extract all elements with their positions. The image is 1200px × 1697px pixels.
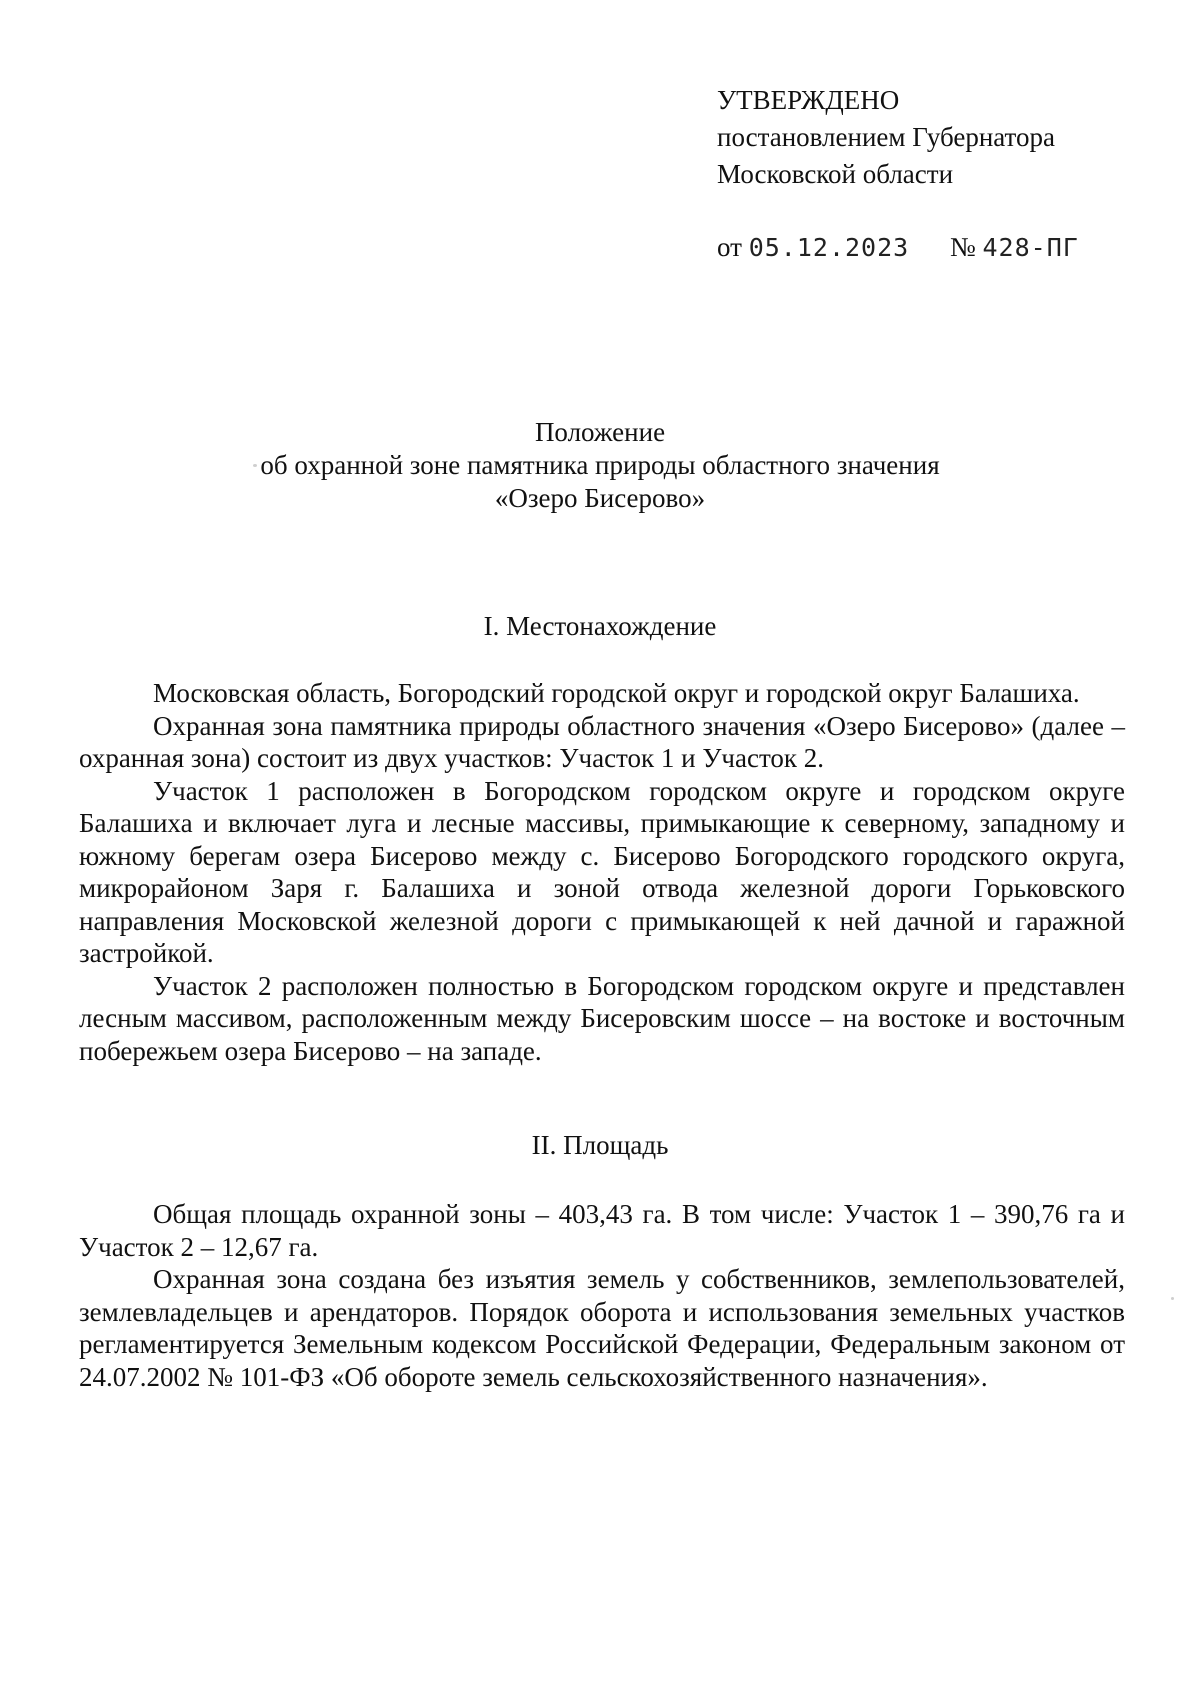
scan-speck bbox=[253, 464, 257, 467]
paragraph: Московская область, Богородский городской округ и городской округ Балашиха. bbox=[153, 678, 1080, 708]
title-line-3: «Озеро Бисерово» bbox=[494, 483, 706, 513]
number-sign: № bbox=[949, 232, 976, 262]
section-1-body bbox=[79, 677, 1125, 1067]
registration-line bbox=[717, 229, 1079, 266]
approval-line-1: постановлением Губернатора bbox=[717, 122, 1055, 152]
registration-number: 428-ПГ bbox=[982, 233, 1079, 262]
section-2-heading: II. Площадь bbox=[531, 1130, 669, 1160]
scan-speck bbox=[1171, 1297, 1174, 1300]
paragraph: Участок 1 расположен в Богородском городском округе и городском округе Балашиха и включает луга и лесные массивы, примыкающие к северному, западному и южному берегам озера Бисерово между с. Бисерово Богородского городского округа, микрорайоном Заря г. Балашиха и зоной отвода железной дороги Горьковского направления Московской железной дороги с примыкающей к ней дачной и гаражной застройкой. bbox=[79, 775, 1125, 968]
approval-heading: УТВЕРЖДЕНО bbox=[717, 85, 900, 115]
paragraph: Охранная зона памятника природы областного значения «Озеро Бисерово» (далее – охранная зона) состоит из двух участков: Участок 1 и Участок 2. bbox=[79, 710, 1125, 773]
section-2-body bbox=[79, 1198, 1125, 1393]
date-prefix: от bbox=[717, 232, 742, 262]
paragraph: Общая площадь охранной зоны – 403,43 га. В том числе: Участок 1 – 390,76 га и Участок 2 – 12,67 га. bbox=[79, 1199, 1125, 1262]
section-1-heading: I. Местонахождение bbox=[483, 611, 717, 641]
approval-line-2: Московской области bbox=[717, 159, 954, 189]
document-title bbox=[0, 416, 1200, 515]
paragraph: Участок 2 расположен полностью в Богородском городском округе и представлен лесным массивом, расположенным между Бисеровским шоссе – на востоке и восточным побережьем озера Бисерово – на западе. bbox=[79, 970, 1125, 1066]
title-line-1: Положение bbox=[534, 417, 666, 447]
registration-date: 05.12.2023 bbox=[748, 233, 910, 262]
title-line-2: об охранной зоне памятника природы областного значения bbox=[260, 450, 940, 480]
paragraph: Охранная зона создана без изъятия земель у собственников, землепользователей, землевладельцев и арендаторов. Порядок оборота и использования земельных участков регламентируется Земельным кодексом Российской Федерации, Федеральным законом от 24.07.2002 № 101-ФЗ «Об обороте земель сельскохозяйственного назначения». bbox=[79, 1264, 1125, 1392]
approval-stamp bbox=[717, 82, 1079, 266]
